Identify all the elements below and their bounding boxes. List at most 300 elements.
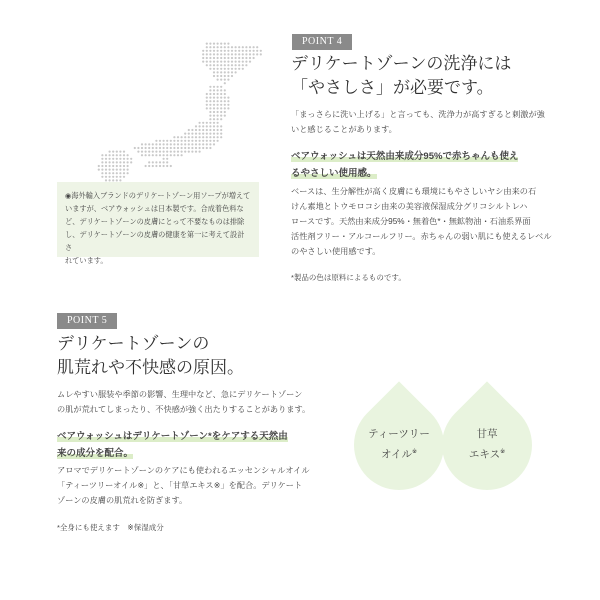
map-dot <box>101 169 103 171</box>
map-dot <box>206 100 208 102</box>
map-dot <box>202 136 204 138</box>
map-dot <box>245 46 247 48</box>
map-dot <box>217 115 219 117</box>
map-dot <box>224 115 226 117</box>
map-dot <box>209 129 211 131</box>
map-dot <box>209 118 211 120</box>
map-dot <box>231 64 233 66</box>
map-dot <box>213 133 215 135</box>
map-dot <box>130 161 132 163</box>
map-dot <box>119 172 121 174</box>
map-dot <box>242 68 244 70</box>
map-dot <box>206 64 208 66</box>
map-dot <box>238 50 240 52</box>
map-dot <box>155 165 157 167</box>
map-dot <box>213 100 215 102</box>
map-dot <box>112 154 114 156</box>
map-dot <box>195 125 197 127</box>
map-dot <box>256 53 258 55</box>
highlight-line: 来の成分を配合。 <box>57 448 134 459</box>
map-dot <box>188 147 190 149</box>
map-dot <box>184 147 186 149</box>
map-dot <box>145 154 147 156</box>
map-dot <box>209 111 211 113</box>
map-dot <box>217 133 219 135</box>
map-dot <box>224 50 226 52</box>
text-line: 「ティーツリーオイル※」と、「甘草エキス※」を配合。デリケート <box>57 481 303 490</box>
map-dot <box>127 169 129 171</box>
map-dot <box>242 53 244 55</box>
map-dot <box>191 140 193 142</box>
map-dot <box>220 133 222 135</box>
map-dot <box>163 158 165 160</box>
map-dot <box>116 158 118 160</box>
map-dot <box>127 158 129 160</box>
map-dot <box>188 151 190 153</box>
map-dot <box>199 140 201 142</box>
map-dot <box>213 53 215 55</box>
map-dot <box>155 161 157 163</box>
point4-paragraph1 <box>291 107 591 137</box>
map-dot <box>227 50 229 52</box>
map-dot <box>177 143 179 145</box>
map-dot <box>206 61 208 63</box>
map-dot <box>220 104 222 106</box>
map-dot <box>206 140 208 142</box>
map-dot <box>217 57 219 59</box>
point4-heading-line: 「やさしさ」が必要です。 <box>291 78 494 98</box>
map-dot <box>217 104 219 106</box>
map-dot <box>242 50 244 52</box>
map-dot <box>220 64 222 66</box>
map-dot <box>220 43 222 45</box>
map-dot <box>191 151 193 153</box>
map-dot <box>213 61 215 63</box>
map-dot <box>227 104 229 106</box>
map-dot <box>134 147 136 149</box>
map-dot <box>119 158 121 160</box>
map-dot <box>141 143 143 145</box>
map-dot <box>166 147 168 149</box>
map-dot <box>116 151 118 153</box>
map-dot <box>238 57 240 59</box>
map-dot <box>224 75 226 77</box>
map-dot <box>227 57 229 59</box>
map-dot <box>220 53 222 55</box>
map-dot <box>123 172 125 174</box>
map-dot <box>213 111 215 113</box>
map-dot <box>224 89 226 91</box>
map-dot <box>163 147 165 149</box>
map-dot <box>195 140 197 142</box>
map-dot <box>148 151 150 153</box>
map-dot <box>141 147 143 149</box>
map-dot <box>209 122 211 124</box>
map-dot <box>213 115 215 117</box>
map-dot <box>159 151 161 153</box>
map-dot <box>119 154 121 156</box>
map-dot <box>206 136 208 138</box>
map-dot <box>245 61 247 63</box>
note-line: れています。 <box>65 256 108 265</box>
text-line: 「まっさらに洗い上げる」と言っても、洗浄力が高すぎると刺激が強 <box>291 110 545 119</box>
map-dot <box>202 57 204 59</box>
map-dot <box>202 125 204 127</box>
map-dot <box>224 53 226 55</box>
map-dot <box>235 61 237 63</box>
map-dot <box>123 176 125 178</box>
ingredient-drop-tea-tree <box>354 400 444 490</box>
map-dot <box>152 151 154 153</box>
map-dot <box>184 140 186 142</box>
map-dot <box>213 140 215 142</box>
map-dot <box>112 161 114 163</box>
map-dot <box>238 46 240 48</box>
map-dot <box>224 79 226 81</box>
map-dot <box>220 57 222 59</box>
map-dot <box>181 147 183 149</box>
map-dot <box>220 46 222 48</box>
map-dot <box>227 97 229 99</box>
map-dot <box>213 125 215 127</box>
map-dot <box>159 147 161 149</box>
point5-footnote: *全身にも使えます ※保湿成分 <box>57 523 164 532</box>
map-dot <box>123 158 125 160</box>
map-dot <box>224 64 226 66</box>
map-dot <box>148 154 150 156</box>
map-dot <box>141 151 143 153</box>
text-line: ロースです。天然由来成分95%・無着色*・無鉱物油・石油系界面 <box>291 217 531 226</box>
map-dot <box>188 143 190 145</box>
map-dot <box>119 176 121 178</box>
map-dot <box>227 64 229 66</box>
map-dot <box>101 172 103 174</box>
text-line: の肌が荒れてしまったり、不快感が強く出たりすることがあります。 <box>57 405 311 414</box>
map-dot <box>101 165 103 167</box>
map-dot <box>152 143 154 145</box>
map-dot <box>206 46 208 48</box>
japan-map-illustration <box>88 40 278 190</box>
map-dot <box>235 71 237 73</box>
map-dot <box>220 136 222 138</box>
map-dot <box>191 143 193 145</box>
map-dot <box>253 50 255 52</box>
map-dot <box>101 161 103 163</box>
map-dot <box>155 147 157 149</box>
map-dot <box>206 43 208 45</box>
map-dot <box>213 68 215 70</box>
map-dot <box>199 129 201 131</box>
map-dot <box>177 151 179 153</box>
map-dot <box>173 143 175 145</box>
map-dot <box>231 57 233 59</box>
map-dot <box>170 140 172 142</box>
map-dot <box>130 158 132 160</box>
note-line: ど、デリケートゾーンの皮膚にとって不要なものは排除 <box>65 217 245 226</box>
map-dot <box>231 53 233 55</box>
map-dot <box>195 147 197 149</box>
map-dot <box>163 151 165 153</box>
map-dot <box>127 172 129 174</box>
map-dot <box>199 151 201 153</box>
map-dot <box>227 43 229 45</box>
map-dot <box>213 46 215 48</box>
map-dot <box>235 57 237 59</box>
map-dot <box>199 147 201 149</box>
map-dot <box>249 53 251 55</box>
map-dot <box>224 97 226 99</box>
map-dot <box>155 151 157 153</box>
map-dot <box>217 107 219 109</box>
map-dot <box>202 50 204 52</box>
map-dot <box>224 104 226 106</box>
map-dot <box>227 107 229 109</box>
text-line: ムレやすい服装や季節の影響、生理中など、急にデリケートゾーン <box>57 390 303 399</box>
map-dot <box>209 97 211 99</box>
point5-heading-line: 肌荒れや不快感の原因。 <box>57 358 244 378</box>
map-dot <box>181 143 183 145</box>
map-dot <box>224 57 226 59</box>
map-dot <box>217 136 219 138</box>
map-dot <box>123 154 125 156</box>
point5-heading <box>57 332 357 380</box>
map-dot <box>224 71 226 73</box>
map-dot <box>109 161 111 163</box>
map-dot <box>209 53 211 55</box>
map-dot <box>209 50 211 52</box>
ingredient-mark: ※ <box>411 448 417 456</box>
map-dot <box>213 136 215 138</box>
map-dot <box>112 169 114 171</box>
map-dot <box>109 158 111 160</box>
map-dot <box>217 43 219 45</box>
map-dot <box>209 68 211 70</box>
made-in-japan-note <box>57 182 259 265</box>
map-dot <box>224 100 226 102</box>
map-dot <box>163 165 165 167</box>
map-dot <box>224 107 226 109</box>
map-dot <box>137 151 139 153</box>
text-line: のやさしい使用感です。 <box>291 247 381 256</box>
map-dot <box>166 158 168 160</box>
map-dot <box>170 165 172 167</box>
map-dot <box>213 97 215 99</box>
point4-label: POINT 4 <box>292 34 352 50</box>
map-dot <box>148 165 150 167</box>
map-dot <box>195 143 197 145</box>
map-dot <box>119 161 121 163</box>
map-dot <box>166 165 168 167</box>
map-dot <box>202 147 204 149</box>
map-dot <box>238 61 240 63</box>
map-dot <box>209 61 211 63</box>
map-dot <box>220 118 222 120</box>
map-dot <box>224 46 226 48</box>
map-dot <box>123 151 125 153</box>
map-dot <box>101 158 103 160</box>
map-dot <box>163 140 165 142</box>
map-dot <box>209 133 211 135</box>
map-dot <box>173 140 175 142</box>
map-dot <box>217 53 219 55</box>
map-dot <box>224 61 226 63</box>
map-dot <box>213 122 215 124</box>
map-dot <box>217 64 219 66</box>
map-dot <box>217 89 219 91</box>
map-dot <box>220 111 222 113</box>
map-dot <box>260 50 262 52</box>
map-dot <box>109 172 111 174</box>
map-dot <box>170 143 172 145</box>
map-dot <box>231 75 233 77</box>
point5-heading-line: デリケートゾーンの <box>57 334 210 354</box>
text-line: アロマでデリケートゾーンのケアにも使われるエッセンシャルオイル <box>57 466 310 475</box>
map-dot <box>224 43 226 45</box>
map-dot <box>256 46 258 48</box>
map-dot <box>166 151 168 153</box>
map-dot <box>213 129 215 131</box>
map-dot <box>173 147 175 149</box>
text-line: ベースは、生分解性が高く皮膚にも環境にもやさしいヤシ由来の石 <box>291 187 537 196</box>
map-dot <box>116 165 118 167</box>
ingredient-name: オイル <box>380 448 412 461</box>
map-dot <box>199 143 201 145</box>
map-dot <box>217 125 219 127</box>
map-dot <box>227 68 229 70</box>
map-dot <box>209 143 211 145</box>
map-dot <box>166 154 168 156</box>
map-dot <box>195 133 197 135</box>
map-dot <box>213 86 215 88</box>
point4-highlight <box>291 148 591 182</box>
map-dot <box>231 68 233 70</box>
map-dot <box>195 151 197 153</box>
map-dot <box>220 93 222 95</box>
highlight-line: ベアウォッシュはデリケートゾーン*をケアする天然由 <box>57 431 288 442</box>
map-dot <box>220 79 222 81</box>
map-dot <box>253 53 255 55</box>
map-dot <box>209 136 211 138</box>
map-dot <box>123 165 125 167</box>
map-dot <box>217 122 219 124</box>
map-dot <box>242 57 244 59</box>
map-dot <box>155 154 157 156</box>
map-dot <box>231 71 233 73</box>
map-dot <box>227 71 229 73</box>
point4-heading <box>291 52 591 100</box>
map-dot <box>148 161 150 163</box>
map-dot <box>195 136 197 138</box>
map-dot <box>206 133 208 135</box>
map-dot <box>188 133 190 135</box>
map-dot <box>181 151 183 153</box>
map-dot <box>238 53 240 55</box>
map-dot <box>217 86 219 88</box>
map-dot <box>112 172 114 174</box>
map-dot <box>109 151 111 153</box>
map-dot <box>159 165 161 167</box>
map-dot <box>206 107 208 109</box>
text-line: けん素地とトウモロコシ由来の美容液保湿成分グリコシルトレハ <box>291 202 528 211</box>
map-dot <box>220 97 222 99</box>
map-dot <box>217 118 219 120</box>
map-dot <box>206 57 208 59</box>
map-dot <box>202 122 204 124</box>
map-dot <box>148 143 150 145</box>
map-dot <box>191 136 193 138</box>
map-dot <box>163 143 165 145</box>
map-dot <box>220 61 222 63</box>
map-dot <box>231 46 233 48</box>
map-dot <box>249 46 251 48</box>
note-line: し、デリケートゾーンの皮膚の健康を第一に考えて設計さ <box>65 230 245 252</box>
map-dot <box>206 143 208 145</box>
map-dot <box>188 140 190 142</box>
point5-highlight <box>57 428 357 462</box>
map-dot <box>242 46 244 48</box>
map-dot <box>213 64 215 66</box>
map-dot <box>256 50 258 52</box>
map-dot <box>213 93 215 95</box>
map-dot <box>220 100 222 102</box>
map-dot <box>173 154 175 156</box>
map-dot <box>116 169 118 171</box>
map-dot <box>112 151 114 153</box>
highlight-line: るやさしい使用感。 <box>291 168 377 179</box>
map-dot <box>209 115 211 117</box>
map-dot <box>163 161 165 163</box>
map-dot <box>109 169 111 171</box>
map-dot <box>206 97 208 99</box>
map-dot <box>137 147 139 149</box>
map-dot <box>105 169 107 171</box>
map-dot <box>177 147 179 149</box>
map-dot <box>105 172 107 174</box>
highlight-line: ベアウォッシュは天然由来成分95%で赤ちゃんも使え <box>291 151 519 162</box>
map-dot <box>245 53 247 55</box>
map-dot <box>217 100 219 102</box>
map-dot <box>127 154 129 156</box>
ingredient-name: ティーツリー <box>368 428 430 441</box>
map-dot <box>101 176 103 178</box>
map-dot <box>206 129 208 131</box>
map-dot <box>195 129 197 131</box>
map-dot <box>238 64 240 66</box>
map-dot <box>217 71 219 73</box>
map-dot <box>220 86 222 88</box>
map-dot <box>184 143 186 145</box>
map-dot <box>220 50 222 52</box>
map-dot <box>213 71 215 73</box>
point4-footnote: *製品の色は原料によるものです。 <box>291 273 406 282</box>
map-dot <box>217 46 219 48</box>
map-dot <box>242 64 244 66</box>
map-dot <box>119 165 121 167</box>
map-dot <box>170 147 172 149</box>
map-dot <box>177 136 179 138</box>
map-dot <box>245 64 247 66</box>
map-dot <box>206 147 208 149</box>
map-dot <box>227 46 229 48</box>
map-dot <box>235 68 237 70</box>
map-dot <box>224 111 226 113</box>
map-dot <box>206 104 208 106</box>
map-dot <box>109 165 111 167</box>
map-dot <box>166 140 168 142</box>
map-dot <box>127 161 129 163</box>
map-dot <box>209 57 211 59</box>
map-dot <box>181 136 183 138</box>
